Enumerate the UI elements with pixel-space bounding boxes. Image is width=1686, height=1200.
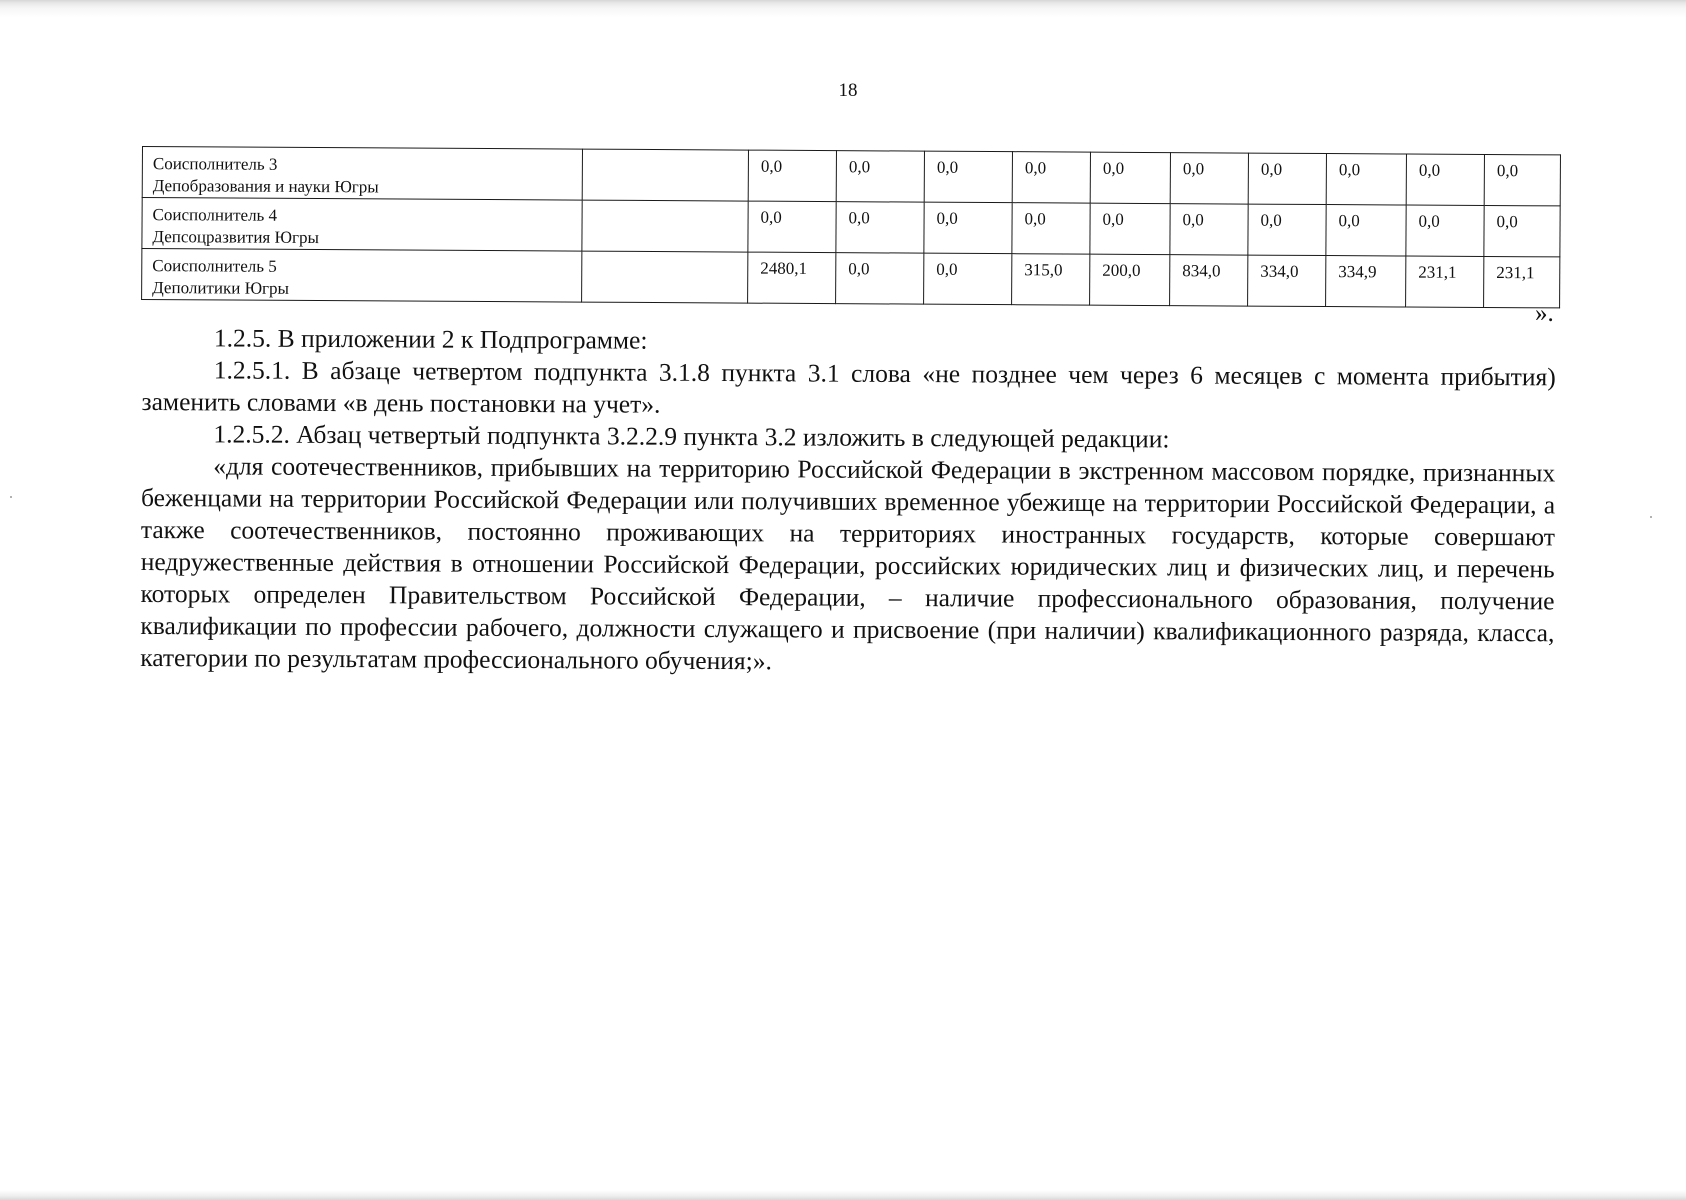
value-cell: 334,0 (1248, 255, 1326, 306)
table-row (142, 198, 1560, 257)
value-cell: 2480,1 (748, 252, 836, 304)
executor-label: Соисполнитель 5 (152, 256, 277, 276)
executor-department: Депобразования и науки Югры (152, 176, 379, 197)
page-number: 18 (838, 80, 858, 101)
value-cell: 0,0 (1170, 153, 1248, 204)
value-cell: 0,0 (1090, 152, 1170, 203)
paragraph-1-2-5-2: 1.2.5.2. Абзац четвертый подпункта 3.2.2.9 пункта 3.2 изложить в следующей редакции: (213, 419, 1170, 454)
value-cell: 834,0 (1170, 255, 1248, 306)
executor-label: Соисполнитель 3 (152, 154, 278, 174)
value-cell: 0,0 (1484, 154, 1560, 205)
empty-cell (582, 251, 748, 303)
executor-name-cell (142, 147, 582, 201)
value-cell: 0,0 (1406, 154, 1484, 205)
executor-department: Депсоцразвития Югры (152, 227, 319, 248)
executor-department: Деполитики Югры (152, 278, 290, 298)
value-cell: 0,0 (924, 151, 1012, 203)
value-cell: 0,0 (1248, 204, 1326, 255)
value-cell: 0,0 (924, 202, 1012, 254)
value-cell: 200,0 (1090, 254, 1170, 305)
scan-top-edge (0, 0, 1686, 18)
empty-cell (582, 149, 748, 201)
table-row (142, 249, 1560, 308)
scan-speck (1650, 516, 1652, 518)
value-cell: 0,0 (836, 202, 924, 254)
value-cell: 0,0 (1326, 154, 1406, 205)
value-cell: 0,0 (1406, 205, 1484, 256)
closing-quote: ». (1535, 300, 1554, 327)
value-cell: 0,0 (748, 150, 836, 202)
value-cell: 0,0 (1012, 203, 1090, 254)
paragraph-1-2-5: 1.2.5. В приложении 2 к Подпрограмме: (213, 323, 648, 355)
executor-name-cell (142, 249, 582, 303)
empty-cell (582, 200, 748, 252)
value-cell: 231,1 (1484, 256, 1560, 307)
budget-table (141, 146, 1561, 308)
value-cell: 0,0 (1170, 204, 1248, 255)
value-cell: 0,0 (924, 253, 1012, 305)
value-cell: 0,0 (1326, 205, 1406, 256)
body-text (140, 322, 1556, 681)
executor-label: Соисполнитель 4 (152, 205, 278, 225)
paragraph-1-2-5-1: 1.2.5.1. В абзаце четвертом подпункта 3.1.8 пункта 3.1 слова «не позднее чем через 6 месяцев с момента прибытия) заменить словами «в день постановки на учет». (141, 355, 1556, 419)
value-cell: 0,0 (836, 253, 924, 305)
value-cell: 0,0 (1248, 153, 1326, 204)
paragraph-new-wording: «для соотечественников, прибывших на территорию Российской Федерации в экстренном массовом порядке, признанных беженцами на территории Российской Федерации или получивших временное убежище на территории Российской Федерации, а также соотечественников, постоянно проживающих на территориях иностранных государств, которые совершают недружественные действия в отношении Российской Федерации, российских юридических лиц и физических лиц, и перечень которых определен Правительством Российской Федерации, – наличие профессионального образования, получение квалификации по профессии рабочего, должности служащего и присвоение (при наличии) квалификационного разряда, класса, категории по результатам профессионального обучения;». (140, 451, 1556, 676)
scan-bottom-edge (0, 1190, 1686, 1200)
value-cell: 0,0 (836, 151, 924, 203)
value-cell: 0,0 (1484, 205, 1560, 256)
executor-name-cell (142, 198, 582, 252)
value-cell: 315,0 (1012, 254, 1090, 305)
value-cell: 334,9 (1326, 256, 1406, 307)
value-cell: 231,1 (1406, 256, 1484, 307)
value-cell: 0,0 (748, 201, 836, 253)
scan-speck (10, 496, 12, 498)
value-cell: 0,0 (1090, 203, 1170, 254)
value-cell: 0,0 (1012, 152, 1090, 203)
table-row (142, 147, 1560, 206)
